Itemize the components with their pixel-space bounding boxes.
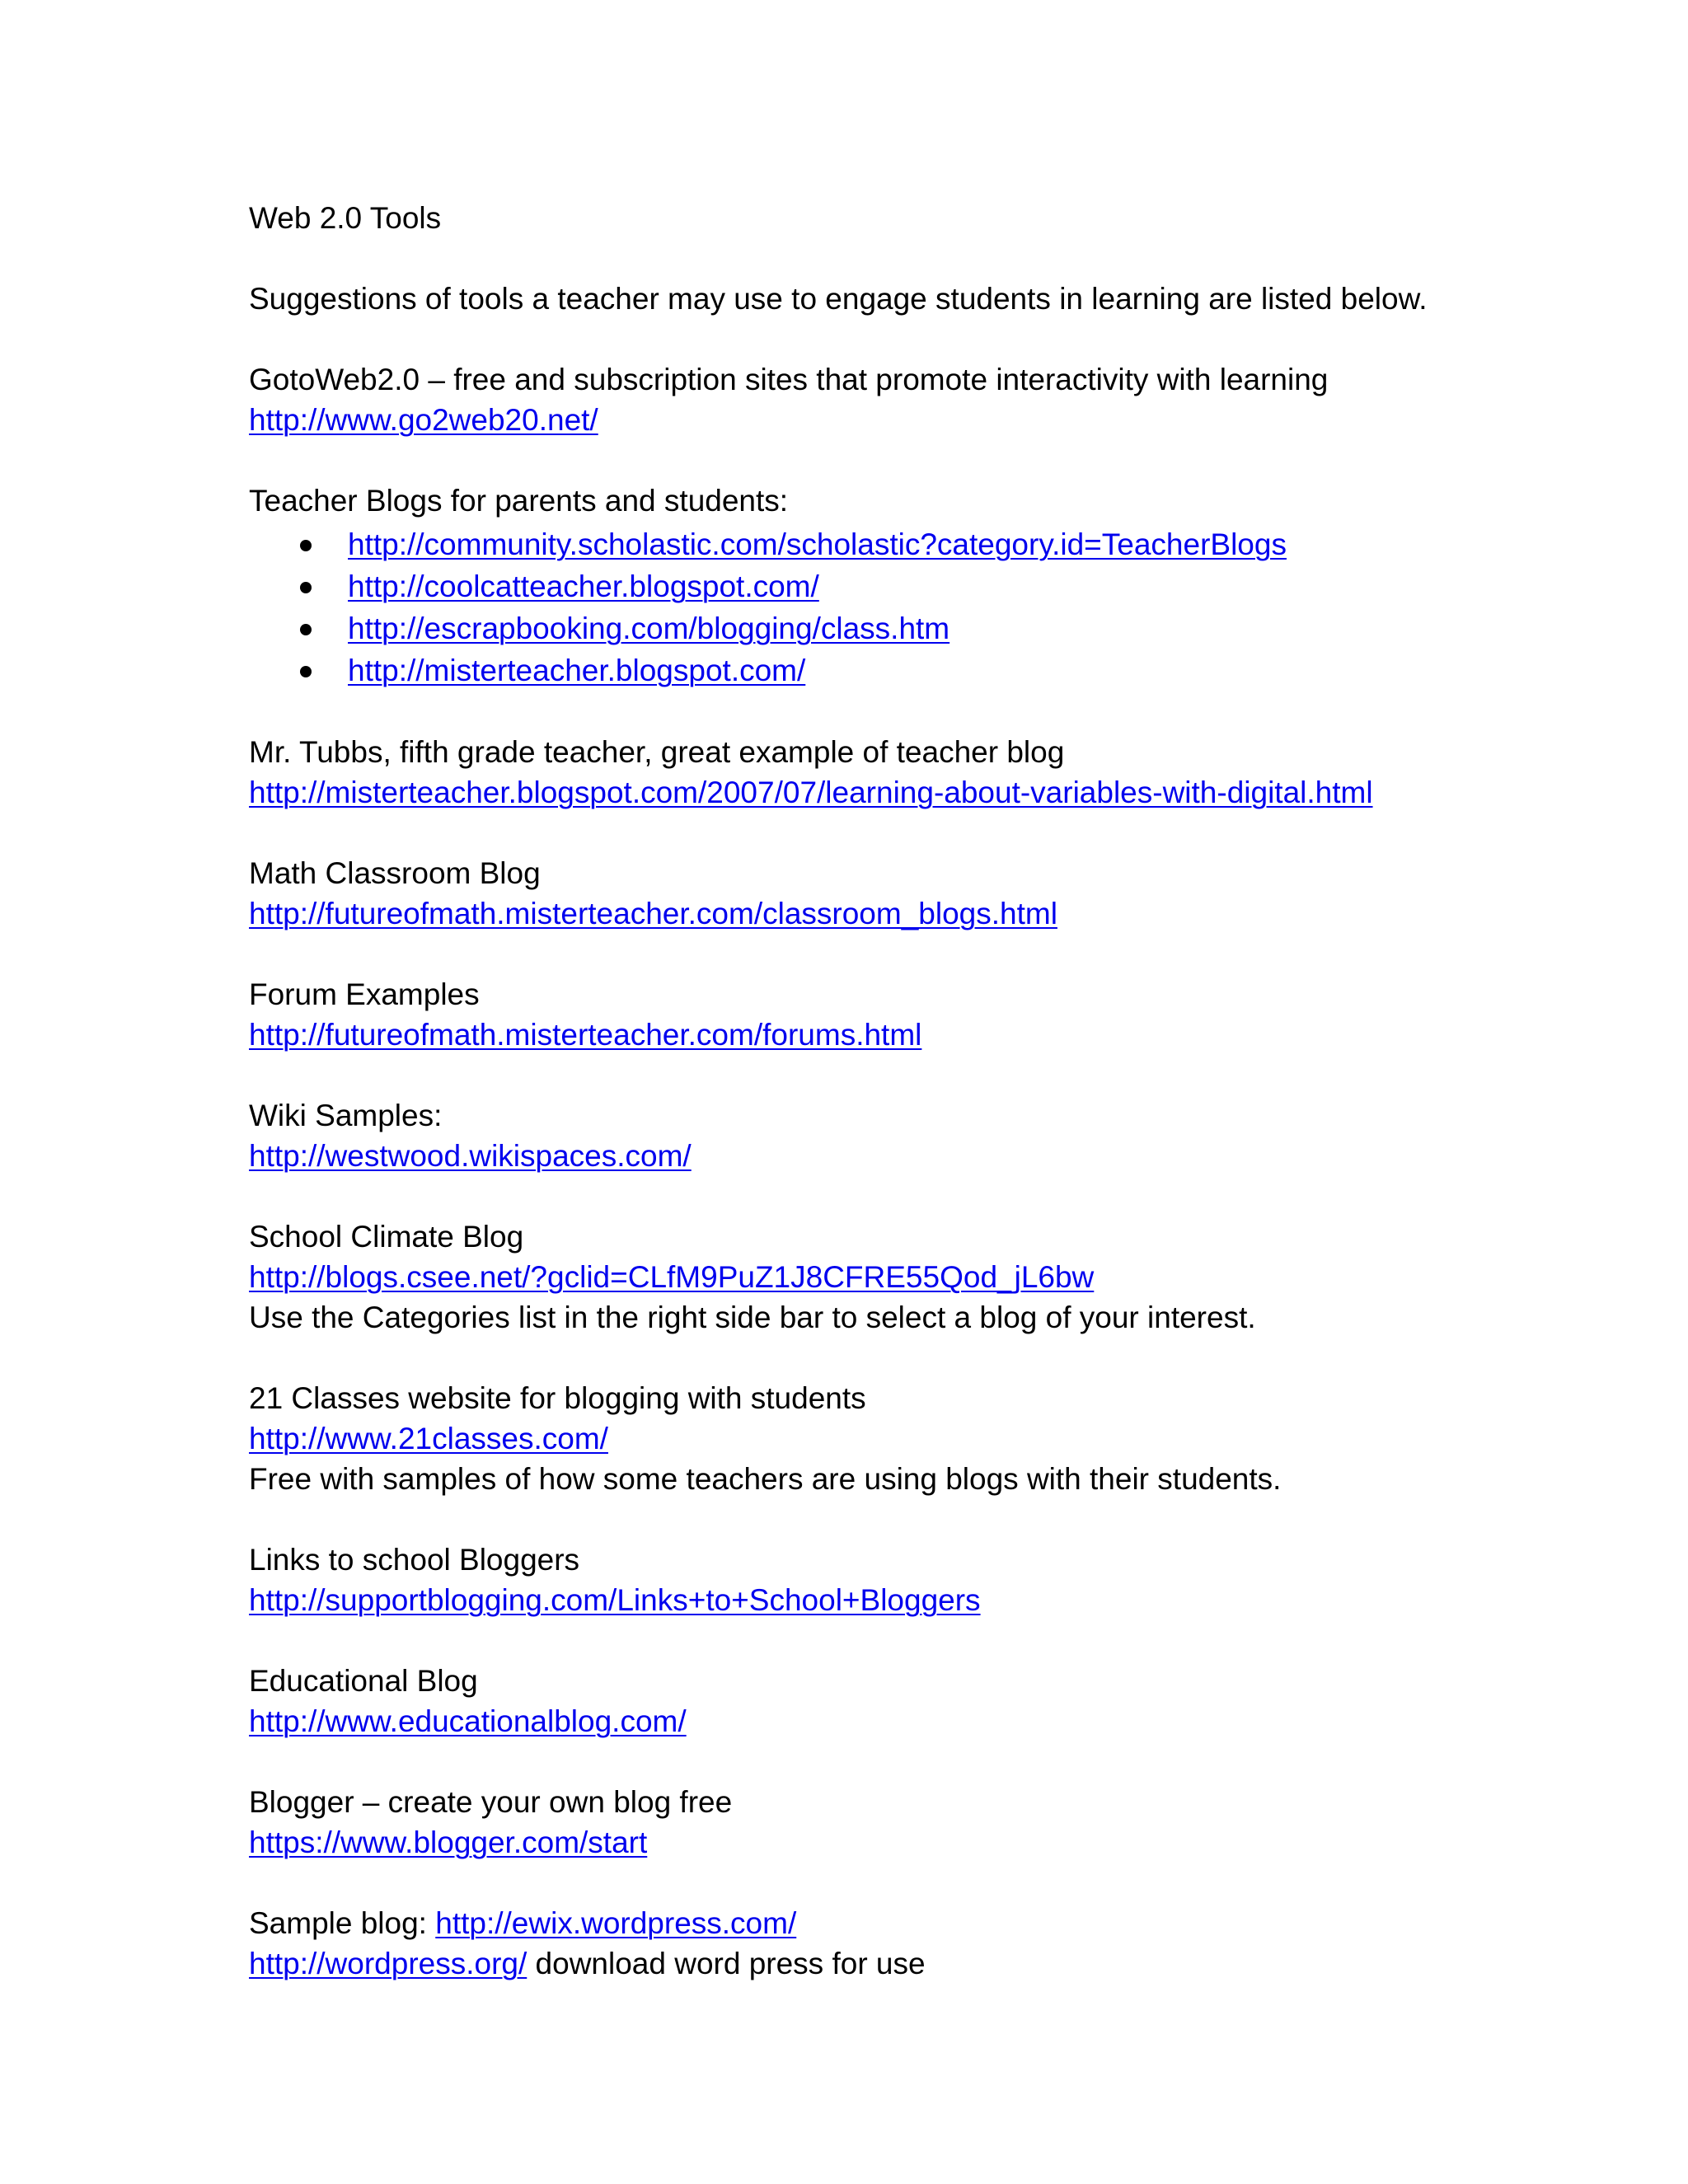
list-item [249,523,1485,565]
teacher-blog-link[interactable]: http://misterteacher.blogspot.com/ [348,654,806,687]
sample-blog-line [249,1903,1485,1943]
sample-blog-label: Sample blog: [249,1906,427,1940]
school-climate-link[interactable]: http://blogs.csee.net/?gclid=CLfM9PuZ1J8CFRE55Qod_jL6bw [249,1260,1095,1294]
page-title: Web 2.0 Tools [249,201,442,235]
wordpress-link[interactable]: http://wordpress.org/ [249,1947,528,1980]
gotoweb-link[interactable]: http://www.go2web20.net/ [249,403,598,437]
forum-examples-description: Forum Examples [249,977,480,1011]
forum-examples-link[interactable]: http://futureofmath.misterteacher.com/forums.html [249,1018,922,1052]
educational-blog-description: Educational Blog [249,1664,478,1698]
teacher-blog-link[interactable]: http://community.scholastic.com/scholastic?category.id=TeacherBlogs [348,527,1287,561]
math-classroom-link[interactable]: http://futureofmath.misterteacher.com/classroom_blogs.html [249,897,1057,930]
classes-21-link[interactable]: http://www.21classes.com/ [249,1422,608,1455]
teacher-blogs-heading: Teacher Blogs for parents and students: [249,484,789,518]
bullet-icon [300,666,312,677]
blogger-description: Blogger – create your own blog free [249,1785,733,1819]
school-bloggers-description: Links to school Bloggers [249,1543,580,1577]
wordpress-text: download word press for use [535,1947,926,1980]
school-climate-description: School Climate Blog [249,1220,524,1254]
school-bloggers-link[interactable]: http://supportblogging.com/Links+to+School+Bloggers [249,1583,981,1617]
intro-text: Suggestions of tools a teacher may use to engage students in learning are listed below. [249,282,1428,316]
bullet-icon [300,582,312,593]
bullet-icon [300,540,312,551]
mr-tubbs-link[interactable]: http://misterteacher.blogspot.com/2007/07/learning-about-variables-with-digital.html [249,776,1373,809]
list-item [249,607,1485,649]
wiki-samples-description: Wiki Samples: [249,1099,443,1132]
classes-21-note: Free with samples of how some teachers are using blogs with their students. [249,1462,1282,1496]
gotoweb-description: GotoWeb2.0 – free and subscription sites that promote interactivity with learning [249,363,1329,396]
document-page [249,198,1485,1984]
teacher-blog-link[interactable]: http://coolcatteacher.blogspot.com/ [348,569,819,603]
sample-blog-link[interactable]: http://ewix.wordpress.com/ [435,1906,797,1940]
blogger-link[interactable]: https://www.blogger.com/start [249,1825,648,1859]
list-item [249,649,1485,691]
mr-tubbs-description: Mr. Tubbs, fifth grade teacher, great example of teacher blog [249,735,1065,769]
math-classroom-description: Math Classroom Blog [249,856,541,890]
educational-blog-link[interactable]: http://www.educationalblog.com/ [249,1704,687,1738]
classes-21-description: 21 Classes website for blogging with students [249,1381,866,1415]
wiki-samples-link[interactable]: http://westwood.wikispaces.com/ [249,1139,692,1173]
school-climate-note: Use the Categories list in the right side bar to select a blog of your interest. [249,1301,1256,1334]
teacher-blog-link[interactable]: http://escrapbooking.com/blogging/class.htm [348,612,950,645]
wordpress-line [249,1943,1485,1984]
list-item [249,565,1485,607]
bullet-icon [300,624,312,635]
teacher-blogs-list [249,523,1485,691]
